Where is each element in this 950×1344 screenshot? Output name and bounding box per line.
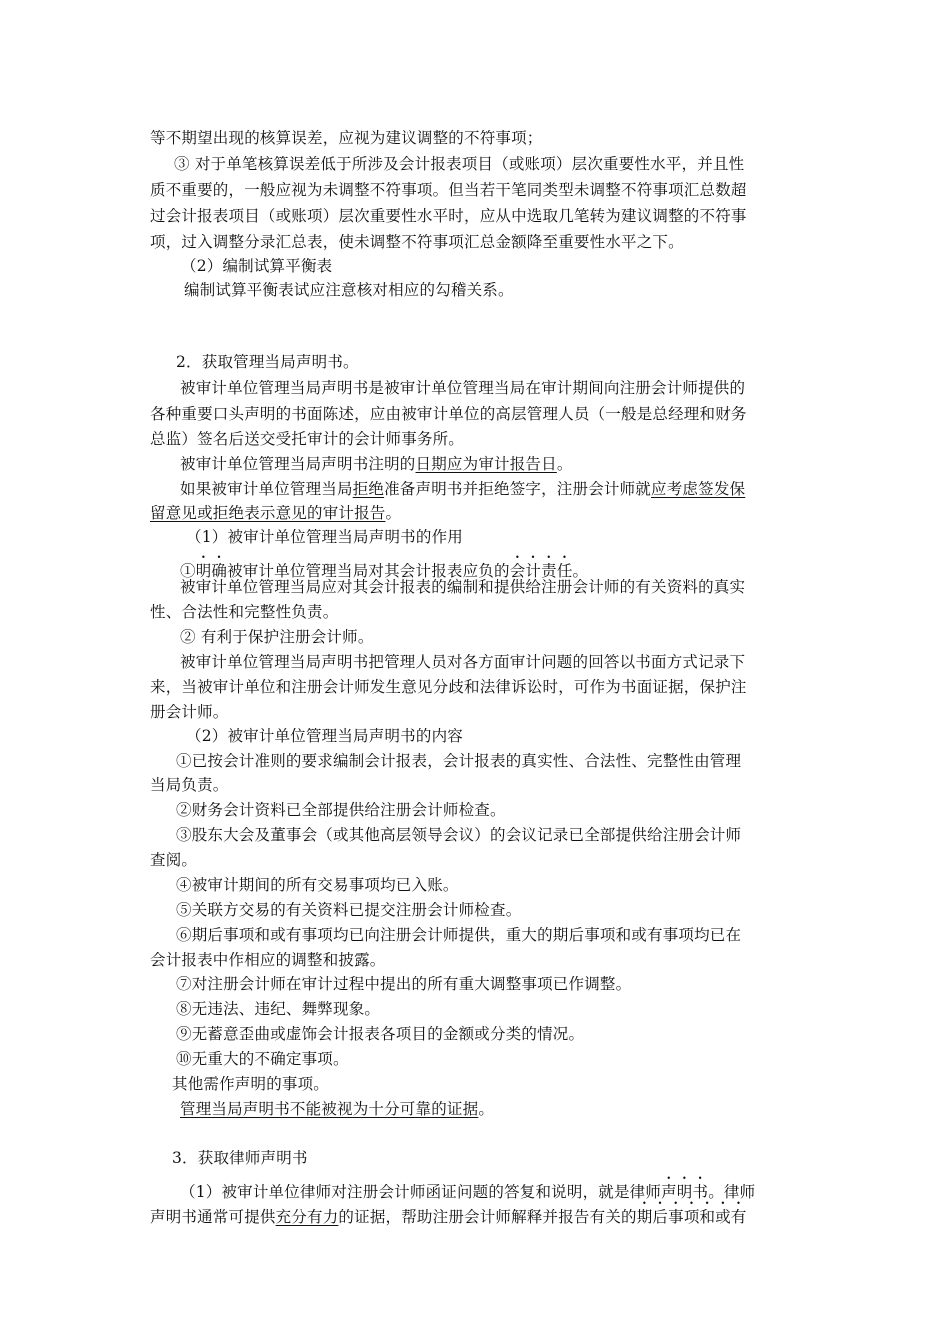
text-line	[150, 503, 810, 523]
text-run: （1）被审计单位律师对注册会计师函证问题的答复和说明，就是律师	[180, 1183, 662, 1201]
text-line: 质不重要的，一般应视为未调整不符事项。但当若干笔同类型未调整不符事项汇总数超	[150, 181, 747, 199]
text-line: 编制试算平衡表试应注意核对相应的勾稽关系。	[184, 281, 514, 299]
text-line	[180, 1099, 840, 1119]
emphasized-text: 声明书	[661, 1183, 709, 1201]
text-line: 被审计单位管理当局声明书把管理人员对各方面审计问题的回答以书面方式记录下	[180, 653, 746, 671]
text-line: 等不期望出现的核算误差，应视为建议调整的不符事项；	[150, 129, 543, 147]
list-item: ④被审计期间的所有交易事项均已入账。	[176, 876, 459, 894]
underlined-text: 留意见或拒绝表示意见的审计报告	[150, 504, 386, 522]
text-line: 其他需作声明的事项。	[172, 1075, 330, 1093]
underlined-text: 日期应为审计报告日	[415, 455, 557, 473]
text-line: 来，当被审计单位和注册会计师发生意见分歧和法律诉讼时，可作为书面证据，保护注	[150, 678, 747, 696]
emphasized-text: 明确	[195, 562, 228, 580]
section-heading: 3．获取律师声明书	[172, 1149, 308, 1167]
underlined-text: 应考虑签发保	[651, 480, 746, 498]
text-line: ② 有利于保护注册会计师。	[180, 628, 374, 646]
list-item: ⑧无违法、违纪、舞弊现象。	[176, 1000, 381, 1018]
underlined-text: 拒绝	[352, 480, 385, 498]
list-item: ②财务会计资料已全部提供给注册会计师检查。	[176, 801, 506, 819]
text-run: 声明书通常可提供	[150, 1208, 276, 1226]
text-line: 被审计单位管理当局声明书是被审计单位管理当局在审计期间向注册会计师提供的	[180, 379, 746, 397]
text-run: 的证据，帮助注册会计师解释并报告有关的	[338, 1208, 637, 1226]
text-run: 被审计单位管理当局对其会计报表应负的	[227, 562, 510, 580]
text-run: 如果被审计单位管理当局	[180, 480, 353, 498]
text-line: 被审计单位管理当局应对其会计报表的编制和提供给注册会计师的有关资料的真实	[180, 578, 746, 596]
text-run: 。	[478, 1100, 495, 1118]
text-line: 性、合法性和完整性负责。	[150, 603, 339, 621]
text-run: 。	[572, 562, 589, 580]
text-line	[180, 1174, 840, 1202]
text-line	[150, 1199, 810, 1227]
text-line: 项，过入调整分录汇总表，使未调整不符事项汇总金额降至重要性水平之下。	[150, 233, 684, 251]
text-line: 各种重要口头声明的书面陈述，应由被审计单位的高层管理人员（一般是总经理和财务	[150, 405, 747, 423]
text-line: 当局负责。	[150, 776, 229, 794]
list-item: ③股东大会及董事会（或其他高层领导会议）的会议记录已全部提供给注册会计师	[176, 826, 742, 844]
text-line: 会计报表中作相应的调整和披露。	[150, 951, 386, 969]
section-heading: （1）被审计单位管理当局声明书的作用	[186, 528, 463, 546]
list-item: ⑤关联方交易的有关资料已提交注册会计师检查。	[176, 901, 522, 919]
section-heading: （2）编制试算平衡表	[181, 257, 333, 275]
text-line: 册会计师。	[150, 703, 229, 721]
text-run: 。律师	[708, 1183, 756, 1201]
underlined-text: 充分有力	[275, 1208, 339, 1226]
text-run: 被审计单位管理当局声明书注明的	[180, 455, 416, 473]
text-line	[180, 479, 840, 499]
text-run: 。	[556, 455, 573, 473]
text-line: 总监）签名后送交受托审计的会计师事务所。	[150, 430, 465, 448]
list-item: ⑦对注册会计师在审计过程中提出的所有重大调整事项已作调整。	[176, 975, 632, 993]
text-line: ③ 对于单笔核算误差低于所涉及会计报表项目（或账项）层次重要性水平，并且性	[174, 155, 745, 173]
emphasized-text: 会计责任	[509, 562, 573, 580]
text-run: ①	[180, 562, 196, 580]
underlined-text: 管理当局声明书不能被视为十分可靠的证据	[180, 1100, 479, 1118]
text-run: 准备声明书并拒绝签字，注册会计师就	[384, 480, 652, 498]
section-heading: 2．获取管理当局声明书。	[176, 353, 359, 371]
text-line: 过会计报表项目（或账项）层次重要性水平时，应从中选取几笔转为建议调整的不符事	[150, 207, 747, 225]
list-item: ⑩无重大的不确定事项。	[176, 1050, 349, 1068]
text-run: 。	[385, 504, 402, 522]
list-item: ⑥期后事项和或有事项均已向注册会计师提供，重大的期后事项和或有事项均已在	[176, 926, 742, 944]
text-line: 查阅。	[150, 851, 198, 869]
section-heading: （2）被审计单位管理当局声明书的内容	[186, 727, 463, 745]
list-item: ①已按会计准则的要求编制会计报表，会计报表的真实性、合法性、完整性由管理	[176, 752, 742, 770]
emphasized-text: 期后事项和或有	[636, 1208, 747, 1226]
text-line	[180, 454, 840, 474]
list-item: ⑨无蓄意歪曲或虚饰会计报表各项目的金额或分类的情况。	[176, 1025, 585, 1043]
